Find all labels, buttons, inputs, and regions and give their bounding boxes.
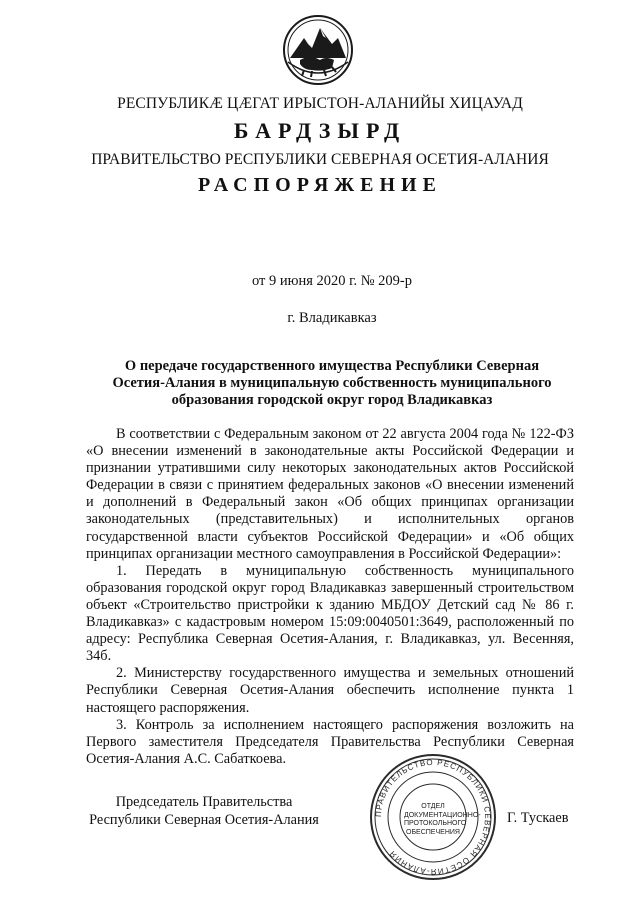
signatory-position-line: Республики Северная Осетия-Алания	[89, 812, 319, 828]
document-title	[12, 358, 640, 409]
title-line: Осетия-Алания в муниципальную собственность муниципального	[112, 375, 552, 391]
document-date-number: от 9 июня 2020 г. № 209-р	[251, 273, 413, 289]
clause-paragraph: 2. Министерству государственного имущества и земельных отношений Республики Северная Осетия-Алания обеспечить исполнение пункта 1 настоящего распоряжения.	[86, 665, 574, 716]
document-body	[86, 426, 574, 768]
preamble-paragraph: В соответствии с Федеральным законом от 22 августа 2004 года № 122-ФЗ «О внесении изменений в законодательные акты Российской Федерации и признании утратившими силу некоторых законодательных актов Российской Федерации в связи с принятием федеральных законов «О внесении изменений и дополнений в Федеральный закон «Об общих принципах организации законодательных (представительных) и исполнительных органов государственной власти субъектов Российской Федерации» и «Об общих принципах организации местного самоуправления в Российской Федерации»:	[86, 426, 574, 562]
signatory-position	[84, 793, 324, 829]
stamp-center-text: ОТДЕЛ ДОКУМЕНТАЦИОННО-ПРОТОКОЛЬНОГО ОБЕСПЕЧЕНИЯ	[404, 803, 481, 836]
russian-government-name: ПРАВИТЕЛЬСТВО РЕСПУБЛИКИ СЕВЕРНАЯ ОСЕТИЯ-АЛАНИЯ	[91, 151, 549, 168]
clause-paragraph: 3. Контроль за исполнением настоящего распоряжения возложить на Первого заместителя Председателя Правительства Республики Северная Осетия-Алания А.С. Сабаткоева.	[86, 716, 574, 767]
signatory-name: Г. Тускаев	[507, 810, 569, 826]
russian-document-type: РАСПОРЯЖЕНИЕ	[198, 174, 442, 196]
document-city: г. Владикавказ	[287, 310, 377, 326]
ossetian-document-type: БАРДЗЫРД	[233, 118, 407, 143]
title-line: О передаче государственного имущества Республики Северная	[124, 358, 540, 374]
ossetian-government-name: РЕСПУБЛИКӔ ЦӔГАТ ИРЫСТОН-АЛАНИЙЫ ХИЦАУАД	[117, 95, 523, 112]
signatory-position-line: Председатель Правительства	[115, 794, 293, 810]
title-line: образования городской округ город Владикавказ	[171, 392, 493, 408]
coat-of-arms-icon	[282, 14, 354, 86]
clause-paragraph: 1. Передать в муниципальную собственность муниципального образования городской округ город Владикавказ завершенный строительством объект «Строительство пристройки к зданию МБДОУ Детский сад № 86 г. Владикавказ» с кадастровым номером 15:09:0040501:3649, расположенный по адресу: Республика Северная Осетия-Алания, г. Владикавказ, ул. Весенняя, 34б.	[86, 562, 574, 665]
stamp-ring-text: ПРАВИТЕЛЬСТВО РЕСПУБЛИКИ СЕВЕРНАЯ ОСЕТИЯ-АЛАНИЯ	[373, 757, 493, 877]
